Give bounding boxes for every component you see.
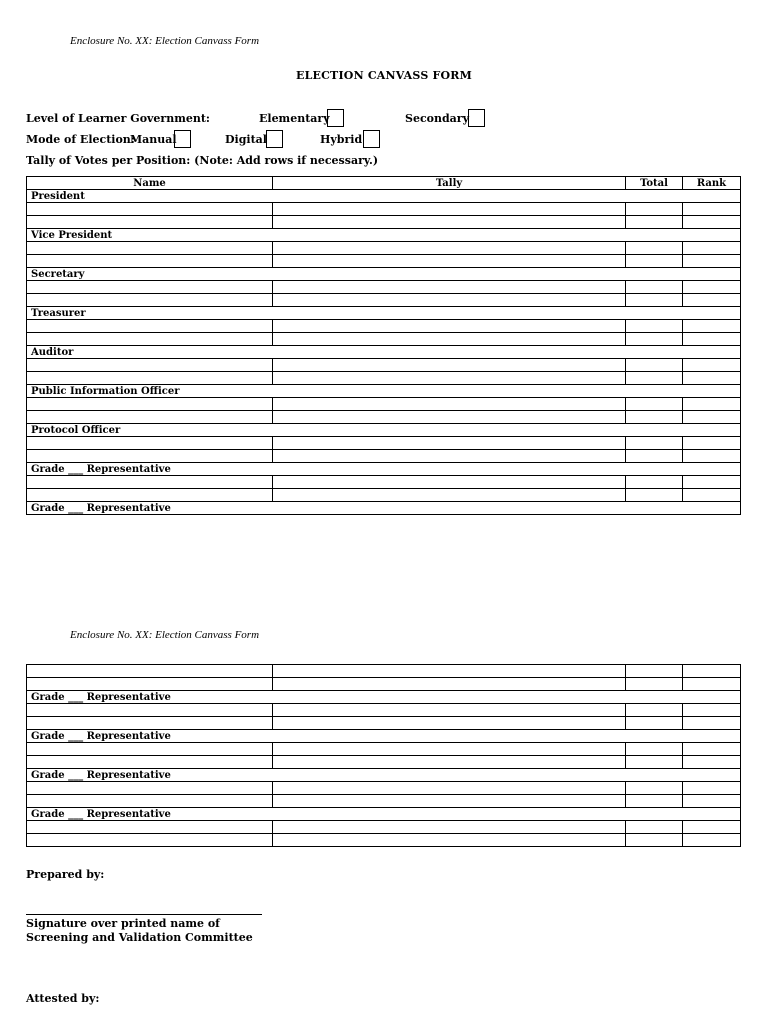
total-cell[interactable] — [626, 795, 683, 808]
tally-cell[interactable] — [273, 203, 626, 216]
rank-cell[interactable] — [683, 242, 741, 255]
rank-cell[interactable] — [683, 372, 741, 385]
position-row — [27, 346, 741, 359]
total-cell[interactable] — [626, 333, 683, 346]
table-header-row — [27, 177, 741, 190]
digital-checkbox[interactable] — [266, 130, 283, 148]
tally-cell[interactable] — [273, 372, 626, 385]
position-label: Grade ___ Representative — [27, 730, 741, 743]
candidate-row — [27, 437, 741, 450]
name-cell[interactable] — [27, 294, 273, 307]
name-cell[interactable] — [27, 216, 273, 229]
name-cell[interactable] — [27, 795, 273, 808]
tally-cell[interactable] — [273, 398, 626, 411]
position-label: Public Information Officer — [27, 385, 741, 398]
candidate-row — [27, 756, 741, 769]
tally-cell[interactable] — [273, 782, 626, 795]
rank-cell[interactable] — [683, 717, 741, 730]
candidate-row — [27, 320, 741, 333]
name-cell[interactable] — [27, 320, 273, 333]
rank-cell[interactable] — [683, 359, 741, 372]
total-cell[interactable] — [626, 437, 683, 450]
rank-cell[interactable] — [683, 411, 741, 424]
rank-cell[interactable] — [683, 255, 741, 268]
candidate-row — [27, 333, 741, 346]
position-label: Grade ___ Representative — [27, 769, 741, 782]
rank-cell[interactable] — [683, 795, 741, 808]
position-row — [27, 463, 741, 476]
rank-cell[interactable] — [683, 704, 741, 717]
name-cell[interactable] — [27, 450, 273, 463]
name-cell[interactable] — [27, 821, 273, 834]
total-cell[interactable] — [626, 756, 683, 769]
rank-cell[interactable] — [683, 450, 741, 463]
position-row — [27, 229, 741, 242]
name-cell[interactable] — [27, 242, 273, 255]
candidate-row — [27, 216, 741, 229]
candidate-row — [27, 281, 741, 294]
candidate-row — [27, 489, 741, 502]
candidate-row — [27, 476, 741, 489]
tally-cell[interactable] — [273, 834, 626, 847]
total-cell[interactable] — [626, 411, 683, 424]
candidate-row — [27, 717, 741, 730]
total-cell[interactable] — [626, 203, 683, 216]
total-cell[interactable] — [626, 717, 683, 730]
position-row — [27, 268, 741, 281]
candidate-row — [27, 372, 741, 385]
candidate-row — [27, 678, 741, 691]
total-cell[interactable] — [626, 665, 683, 678]
enclosure-label: Enclosure No. XX: Election Canvass Form — [70, 35, 260, 47]
rank-cell[interactable] — [683, 320, 741, 333]
rank-cell[interactable] — [683, 476, 741, 489]
name-cell[interactable] — [27, 203, 273, 216]
candidate-row — [27, 359, 741, 372]
tally-cell[interactable] — [273, 320, 626, 333]
tally-cell[interactable] — [273, 333, 626, 346]
tally-cell[interactable] — [273, 704, 626, 717]
name-cell[interactable] — [27, 476, 273, 489]
position-row — [27, 307, 741, 320]
tally-cell[interactable] — [273, 489, 626, 502]
signature-caption-line1: Signature over printed name of — [26, 917, 220, 930]
tally-cell[interactable] — [273, 678, 626, 691]
candidate-row — [27, 294, 741, 307]
rank-cell[interactable] — [683, 216, 741, 229]
total-cell[interactable] — [626, 372, 683, 385]
tally-cell[interactable] — [273, 743, 626, 756]
level-label: Level of Learner Government: — [26, 112, 210, 125]
enclosure-label-page2: Enclosure No. XX: Election Canvass Form — [70, 629, 260, 641]
position-label: Treasurer — [27, 307, 741, 320]
candidate-row — [27, 834, 741, 847]
total-cell[interactable] — [626, 821, 683, 834]
rank-cell[interactable] — [683, 203, 741, 216]
header-tally: Tally — [273, 177, 626, 190]
position-label: Grade ___ Representative — [27, 691, 741, 704]
tally-cell[interactable] — [273, 255, 626, 268]
position-label: Vice President — [27, 229, 741, 242]
name-cell[interactable] — [27, 398, 273, 411]
position-label: President — [27, 190, 741, 203]
hybrid-checkbox[interactable] — [363, 130, 380, 148]
candidate-row — [27, 411, 741, 424]
candidate-row — [27, 821, 741, 834]
candidate-row — [27, 782, 741, 795]
tally-cell[interactable] — [273, 665, 626, 678]
attested-by-label: Attested by: — [26, 992, 100, 1005]
total-cell[interactable] — [626, 782, 683, 795]
name-cell[interactable] — [27, 359, 273, 372]
total-cell[interactable] — [626, 678, 683, 691]
rank-cell[interactable] — [683, 294, 741, 307]
name-cell[interactable] — [27, 281, 273, 294]
rank-cell[interactable] — [683, 678, 741, 691]
total-cell[interactable] — [626, 255, 683, 268]
rank-cell[interactable] — [683, 756, 741, 769]
position-label: Secretary — [27, 268, 741, 281]
rank-cell[interactable] — [683, 281, 741, 294]
tally-table-page1 — [26, 176, 741, 515]
tally-cell[interactable] — [273, 294, 626, 307]
name-cell[interactable] — [27, 411, 273, 424]
total-cell[interactable] — [626, 398, 683, 411]
rank-cell[interactable] — [683, 821, 741, 834]
form-title: ELECTION CANVASS FORM — [296, 69, 472, 82]
position-row — [27, 691, 741, 704]
secondary-label: Secondary — [405, 112, 469, 125]
tally-cell[interactable] — [273, 795, 626, 808]
rank-cell[interactable] — [683, 489, 741, 502]
total-cell[interactable] — [626, 704, 683, 717]
tally-cell[interactable] — [273, 216, 626, 229]
position-label: Grade ___ Representative — [27, 502, 741, 515]
total-cell[interactable] — [626, 834, 683, 847]
mode-label: Mode of Election: — [26, 133, 135, 146]
position-row — [27, 769, 741, 782]
rank-cell[interactable] — [683, 834, 741, 847]
rank-cell[interactable] — [683, 437, 741, 450]
name-cell[interactable] — [27, 255, 273, 268]
tally-cell[interactable] — [273, 476, 626, 489]
rank-cell[interactable] — [683, 782, 741, 795]
name-cell[interactable] — [27, 834, 273, 847]
position-label: Protocol Officer — [27, 424, 741, 437]
tally-table-page2 — [26, 664, 741, 847]
signature-caption-line2: Screening and Validation Committee — [26, 931, 253, 944]
name-cell[interactable] — [27, 665, 273, 678]
name-cell[interactable] — [27, 372, 273, 385]
elementary-checkbox[interactable] — [327, 109, 344, 127]
candidate-row — [27, 450, 741, 463]
prepared-by-label: Prepared by: — [26, 868, 105, 881]
rank-cell[interactable] — [683, 398, 741, 411]
total-cell[interactable] — [626, 489, 683, 502]
secondary-checkbox[interactable] — [468, 109, 485, 127]
tally-cell[interactable] — [273, 717, 626, 730]
candidate-row — [27, 795, 741, 808]
name-cell[interactable] — [27, 704, 273, 717]
name-cell[interactable] — [27, 333, 273, 346]
name-cell[interactable] — [27, 489, 273, 502]
tally-cell[interactable] — [273, 411, 626, 424]
tally-cell[interactable] — [273, 359, 626, 372]
position-row — [27, 808, 741, 821]
tally-cell[interactable] — [273, 437, 626, 450]
position-row — [27, 385, 741, 398]
rank-cell[interactable] — [683, 743, 741, 756]
candidate-row — [27, 665, 741, 678]
name-cell[interactable] — [27, 756, 273, 769]
position-label: Grade ___ Representative — [27, 808, 741, 821]
tally-cell[interactable] — [273, 242, 626, 255]
position-row — [27, 502, 741, 515]
position-row — [27, 424, 741, 437]
header-total: Total — [626, 177, 683, 190]
digital-label: Digital — [225, 133, 267, 146]
manual-checkbox[interactable] — [174, 130, 191, 148]
candidate-row — [27, 242, 741, 255]
total-cell[interactable] — [626, 294, 683, 307]
candidate-row — [27, 398, 741, 411]
total-cell[interactable] — [626, 320, 683, 333]
total-cell[interactable] — [626, 359, 683, 372]
candidate-row — [27, 743, 741, 756]
total-cell[interactable] — [626, 281, 683, 294]
manual-label: Manual — [130, 133, 177, 146]
name-cell[interactable] — [27, 437, 273, 450]
rank-cell[interactable] — [683, 665, 741, 678]
tally-cell[interactable] — [273, 281, 626, 294]
position-row — [27, 190, 741, 203]
signature-line — [26, 914, 262, 915]
tally-cell[interactable] — [273, 450, 626, 463]
position-label: Auditor — [27, 346, 741, 359]
header-name: Name — [27, 177, 273, 190]
name-cell[interactable] — [27, 743, 273, 756]
total-cell[interactable] — [626, 242, 683, 255]
hybrid-label: Hybrid — [320, 133, 363, 146]
total-cell[interactable] — [626, 743, 683, 756]
position-label: Grade ___ Representative — [27, 463, 741, 476]
header-rank: Rank — [683, 177, 741, 190]
total-cell[interactable] — [626, 476, 683, 489]
name-cell[interactable] — [27, 678, 273, 691]
tally-cell[interactable] — [273, 756, 626, 769]
elementary-label: Elementary — [259, 112, 330, 125]
rank-cell[interactable] — [683, 333, 741, 346]
candidate-row — [27, 704, 741, 717]
name-cell[interactable] — [27, 717, 273, 730]
candidate-row — [27, 255, 741, 268]
name-cell[interactable] — [27, 782, 273, 795]
candidate-row — [27, 203, 741, 216]
tally-note: Tally of Votes per Position: (Note: Add rows if necessary.) — [26, 154, 379, 167]
tally-cell[interactable] — [273, 821, 626, 834]
total-cell[interactable] — [626, 450, 683, 463]
total-cell[interactable] — [626, 216, 683, 229]
position-row — [27, 730, 741, 743]
